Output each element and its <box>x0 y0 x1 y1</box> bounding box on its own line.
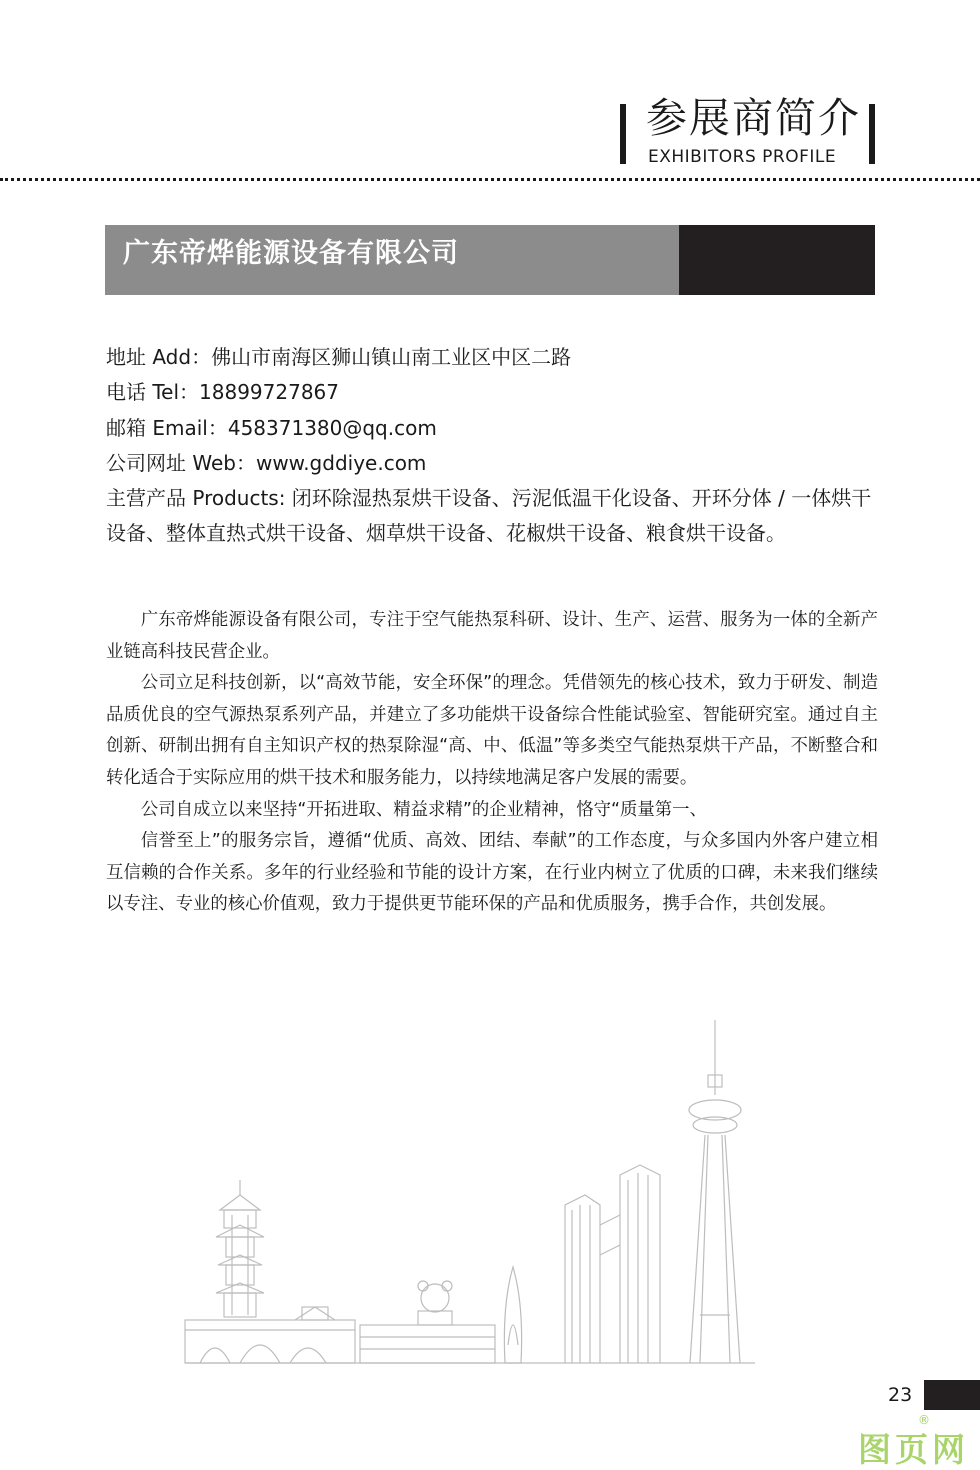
page-tab <box>924 1380 980 1410</box>
page-title: 参展商简介 <box>646 94 861 142</box>
header-bar-left <box>620 104 626 164</box>
city-skyline-illustration <box>180 1015 760 1370</box>
contact-phone: 电话 Tel：18899727867 <box>106 380 340 405</box>
intro-paragraph-3: 公司自成立以来坚持“开拓进取、精益求精”的企业精神，恪守“质量第一、 <box>140 799 707 820</box>
pagoda-icon <box>216 1180 264 1317</box>
contact-info <box>106 340 881 552</box>
dotted-divider <box>0 178 980 181</box>
watermark-text: 图页网 <box>858 1430 969 1469</box>
company-banner <box>105 225 875 295</box>
intro-paragraph-1: 广东帝烨能源设备有限公司，专注于空气能热泵科研、设计、生产、运营、服务为一体的全新产业链高科技民营企业。 <box>106 610 878 662</box>
intro-paragraph-4: 信誉至上”的服务宗旨，遵循“优质、高效、团结、奉献”的工作态度，与众多国内外客户建立相互信赖的合作关系。多年的行业经验和节能的设计方案，在行业内树立了优质的口碑，未来我们继续以专注、专业的核心价值观，致力于提供更节能环保的产品和优质服务，携手合作，共创发展。 <box>106 831 878 915</box>
page-number: 23 <box>888 1384 913 1406</box>
contact-website: 公司网址 Web：www.gddiye.com <box>106 450 427 475</box>
bridge-icon <box>185 1307 355 1363</box>
page-subtitle: EXHIBITORS PROFILE <box>648 147 837 167</box>
company-name: 广东帝烨能源设备有限公司 <box>123 238 459 269</box>
intro-paragraph-2: 公司立足科技创新，以“高效节能，安全环保”的理念。凭借领先的核心技术，致力于研发、制造品质优良的空气源热泵系列产品，并建立了多功能烘干设备综合性能试验室、智能研究室。通过自主创新、研制出拥有自主知识产权的热泵除湿“高、中、低温”等多类空气能热泵烘干产品，不断整合和转化适合于实际应用的烘干技术和服务能力，以持续地满足客户发展的需要。 <box>106 673 878 788</box>
company-introduction <box>106 605 878 921</box>
panda-icon <box>360 1281 495 1363</box>
watermark-registered: ® <box>918 1413 930 1427</box>
banner-dark-block <box>679 225 875 295</box>
tower-icon <box>504 1267 521 1363</box>
header-bar-right <box>869 104 875 164</box>
skyscraper-icon <box>565 1165 660 1363</box>
contact-products: 主营产品 Products: 闭环除湿热泵烘干设备、污泥低温干化设备、开环分体 / 一体烘干设备、整体直热式烘干设备、烟草烘干设备、花椒烘干设备、粮食烘干设备。 <box>106 486 872 546</box>
contact-email: 邮箱 Email：458371380@qq.com <box>106 415 437 440</box>
tv-tower-icon <box>689 1020 741 1363</box>
contact-address: 地址 Add：佛山市南海区狮山镇山南工业区中区二路 <box>106 345 572 369</box>
